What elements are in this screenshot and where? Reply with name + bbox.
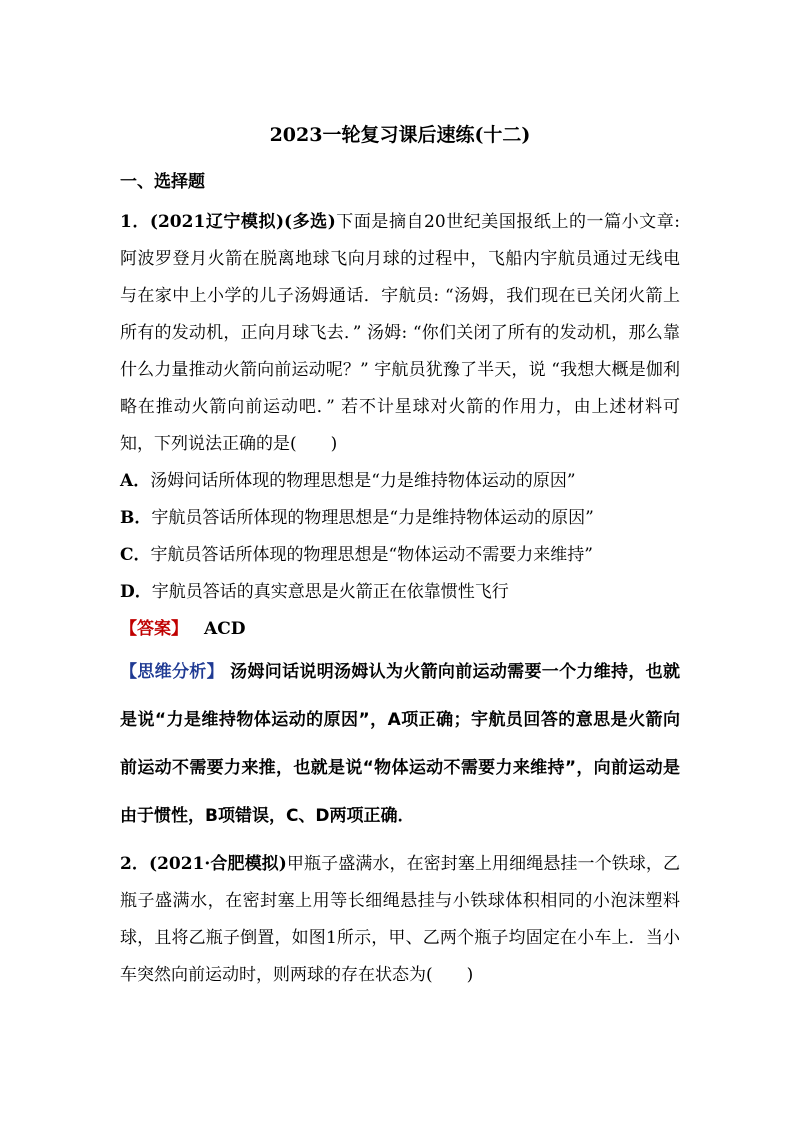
answer-line (120, 611, 680, 648)
option-b (120, 500, 680, 537)
answer-tag: 【答案】 (120, 619, 188, 639)
option-a-letter: A． (120, 471, 151, 491)
option-d-text: 宇航员答话的真实意思是火箭正在依靠惯性飞行 (151, 582, 509, 602)
option-d-letter: D． (120, 582, 152, 602)
analysis-text: 汤姆问话说明汤姆认为火箭向前运动需要一个力维持，也就是说“力是维持物体运动的原因”，A项正确；宇航员回答的意思是火箭向前运动不需要力来推，也就是说“物体运动不需要力来维持”，向前运动是由于惯性，B项错误，C、D两项正确． (120, 662, 680, 826)
option-b-text: 宇航员答话所体现的物理思想是“力是维持物体运动的原因” (151, 508, 594, 528)
option-b-letter: B． (120, 508, 152, 528)
page-title: 2023一轮复习课后速练(十二) (269, 124, 531, 146)
option-a (120, 463, 680, 500)
option-c-text: 宇航员答话所体现的物理思想是“物体运动不需要力来维持” (150, 545, 593, 565)
question-2-number: 2． (120, 854, 150, 874)
option-c (120, 537, 680, 574)
question-1-number: 1． (120, 212, 150, 232)
analysis-tag: 【思维分析】 (120, 662, 224, 682)
option-c-letter: C． (120, 545, 151, 565)
question-1 (120, 204, 680, 463)
option-a-text: 汤姆问话所体现的物理思想是“力是维持物体运动的原因” (150, 471, 576, 491)
answer-value: ACD (204, 619, 246, 639)
question-2-source: (2021·合肥模拟) (149, 854, 287, 874)
question-2 (120, 846, 680, 994)
analysis-block (120, 648, 680, 840)
section-heading: 一、选择题 (120, 172, 205, 192)
question-2-stem: 甲瓶子盛满水，在密封塞上用细绳悬挂一个铁球，乙瓶子盛满水，在密封塞上用等长细绳悬挂与小铁球体积相同的小泡沫塑料球，且将乙瓶子倒置，如图1所示，甲、乙两个瓶子均固定在小车上．当小车突然向前运动时，则两球的存在状态为( ) (120, 854, 680, 985)
question-1-source: (2021辽宁模拟)(多选) (149, 212, 336, 232)
question-1-stem: 下面是摘自20世纪美国报纸上的一篇小文章: 阿波罗登月火箭在脱离地球飞向月球的过程中，飞船内宇航员通过无线电与在家中上小学的儿子汤姆通话．宇航员: “汤姆，我们现在已关闭火箭上所有的发动机，正向月球飞去．” 汤姆: “你们关闭了所有的发动机，那么靠什么力量推动火箭向前运动呢？” 宇航员犹豫了半天，说 “我想大概是伽利略在推动火箭向前运动吧．” 若不计星球对火箭的作用力，由上述材料可知，下列说法正确的是( ) (120, 212, 680, 454)
document-page (120, 118, 680, 994)
option-d (120, 574, 680, 611)
